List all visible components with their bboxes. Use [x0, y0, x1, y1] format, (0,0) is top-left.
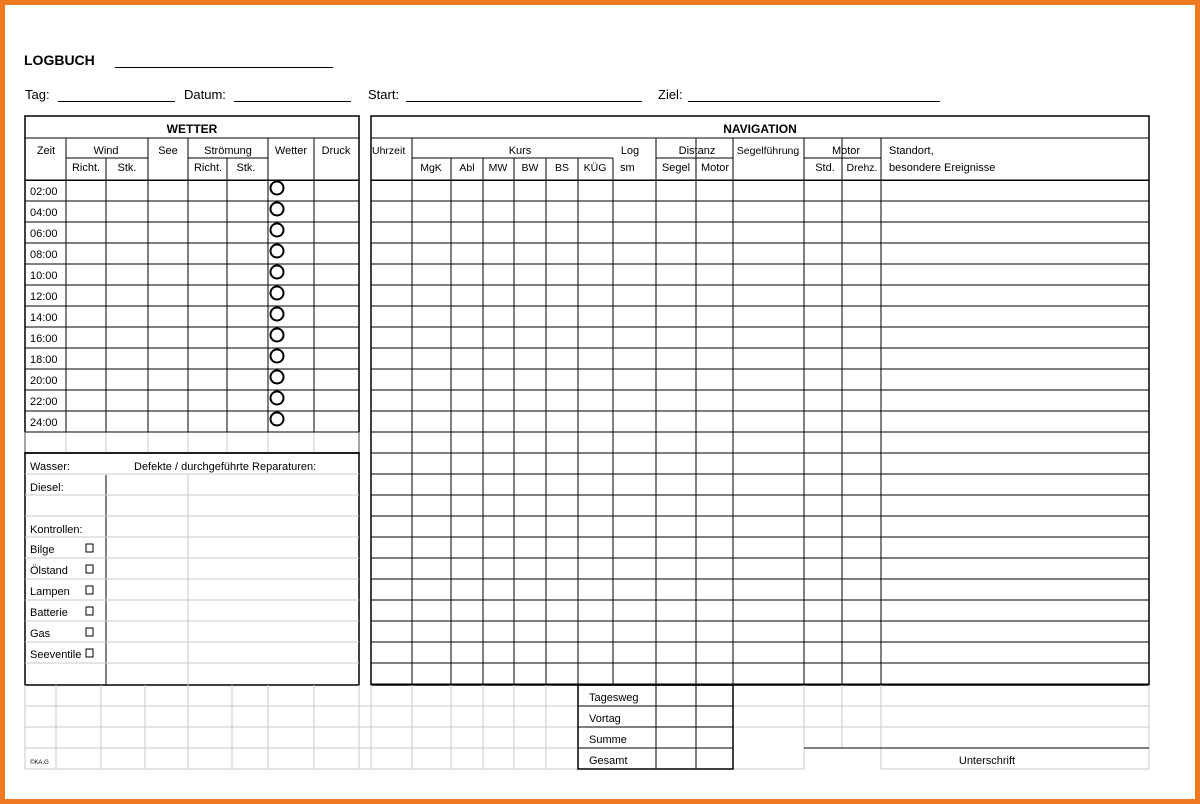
- wetter-time-label: 20:00: [30, 375, 58, 387]
- kontrolle-item-label: Seeventile: [30, 649, 82, 661]
- wetter-title: WETTER: [166, 122, 218, 136]
- kontrolle-item-label: Lampen: [30, 586, 70, 598]
- nav-sub-kurs: Abl: [459, 162, 475, 174]
- nav-col-uhrzeit: Uhrzeit: [372, 145, 406, 157]
- checkbox-icon[interactable]: [86, 649, 93, 657]
- kontrolle-item-label: Batterie: [30, 607, 68, 619]
- nav-sub-kurs: MW: [488, 162, 508, 174]
- nav-col-segelfuehrung: Segelführung: [736, 145, 800, 157]
- field-datum-label: Datum:: [184, 87, 226, 102]
- field-tag-label: Tag:: [25, 87, 50, 102]
- checkbox-icon[interactable]: [86, 628, 93, 636]
- wetter-time-label: 08:00: [30, 249, 58, 261]
- nav-sub-segel: Segel: [661, 162, 691, 174]
- logbook-title: LOGBUCH: [24, 52, 95, 68]
- copyright-label: ©KA.G: [30, 760, 49, 766]
- wetter-time-label: 12:00: [30, 291, 58, 303]
- wetter-time-label: 06:00: [30, 228, 58, 240]
- nav-sub-kurs: BW: [521, 162, 539, 174]
- wetter-sub-stroem-richt: Richt.: [193, 162, 223, 174]
- checkbox-icon[interactable]: [86, 607, 93, 615]
- weather-circle-icon[interactable]: [271, 203, 284, 216]
- weather-circle-icon[interactable]: [271, 329, 284, 342]
- wetter-time-label: 22:00: [30, 396, 58, 408]
- wetter-sub-stroem-stk: Stk.: [236, 162, 256, 174]
- weather-circle-icon[interactable]: [271, 413, 284, 426]
- nav-sub-drehz: Drehz.: [846, 162, 878, 174]
- wetter-col-druck: Druck: [321, 145, 351, 157]
- nav-sub-std: Std.: [815, 162, 835, 174]
- wetter-time-label: 10:00: [30, 270, 58, 282]
- weather-circle-icon[interactable]: [271, 371, 284, 384]
- weather-circle-icon[interactable]: [271, 392, 284, 405]
- field-ziel-label: Ziel:: [658, 87, 683, 102]
- wetter-time-label: 04:00: [30, 207, 58, 219]
- wetter-time-label: 14:00: [30, 312, 58, 324]
- navigation-title: NAVIGATION: [723, 122, 797, 136]
- weather-circle-icon[interactable]: [271, 287, 284, 300]
- weather-circle-icon[interactable]: [271, 308, 284, 321]
- defekte-label: Defekte / durchgeführte Reparaturen:: [134, 461, 317, 473]
- checkbox-icon[interactable]: [86, 565, 93, 573]
- checkbox-icon[interactable]: [86, 586, 93, 594]
- totals-row-label: Gesamt: [589, 755, 628, 767]
- wetter-col-zeit: Zeit: [36, 145, 56, 157]
- nav-col-log: Log: [620, 145, 640, 157]
- field-start-label: Start:: [368, 87, 400, 102]
- wetter-time-label: 18:00: [30, 354, 58, 366]
- wetter-sub-wind-richt: Richt.: [71, 162, 101, 174]
- nav-col-standort: Standort,: [889, 145, 934, 157]
- nav-sub-kurs: MgK: [420, 162, 442, 174]
- nav-sub-sm: sm: [620, 162, 635, 174]
- wetter-sub-wind-stk: Stk.: [117, 162, 137, 174]
- nav-sub-kurs: KÜG: [583, 162, 607, 174]
- wasser-label: Wasser:: [30, 461, 70, 473]
- kontrolle-item-label: Gas: [30, 628, 51, 640]
- nav-col-kurs: Kurs: [508, 145, 532, 157]
- checkbox-icon[interactable]: [86, 544, 93, 552]
- nav-sub-motor: Motor: [700, 162, 730, 174]
- weather-circle-icon[interactable]: [271, 266, 284, 279]
- totals-row-label: Vortag: [589, 713, 621, 725]
- weather-circle-icon[interactable]: [271, 245, 284, 258]
- kontrolle-item-label: Bilge: [30, 544, 55, 556]
- wetter-time-label: 24:00: [30, 417, 58, 429]
- weather-circle-icon[interactable]: [271, 224, 284, 237]
- wetter-col-stroemung: Strömung: [204, 145, 252, 157]
- nav-sub-ereignisse: besondere Ereignisse: [889, 162, 996, 174]
- weather-circle-icon[interactable]: [271, 350, 284, 363]
- wetter-col-see: See: [158, 145, 178, 157]
- nav-col-motor: Motor: [831, 145, 861, 157]
- nav-col-distanz: Distanz: [678, 145, 716, 157]
- wetter-time-label: 02:00: [30, 186, 58, 198]
- totals-row-label: Summe: [589, 734, 627, 746]
- kontrolle-item-label: Ölstand: [30, 565, 68, 577]
- wetter-time-label: 16:00: [30, 333, 58, 345]
- kontrollen-label: Kontrollen:: [30, 524, 83, 536]
- weather-circle-icon[interactable]: [271, 182, 284, 195]
- totals-row-label: Tagesweg: [589, 692, 639, 704]
- wetter-col-wind: Wind: [93, 145, 119, 157]
- wetter-col-wetter: Wetter: [274, 145, 308, 157]
- signature-label: Unterschrift: [958, 755, 1016, 767]
- nav-sub-kurs: BS: [554, 162, 570, 174]
- diesel-label: Diesel:: [30, 482, 64, 494]
